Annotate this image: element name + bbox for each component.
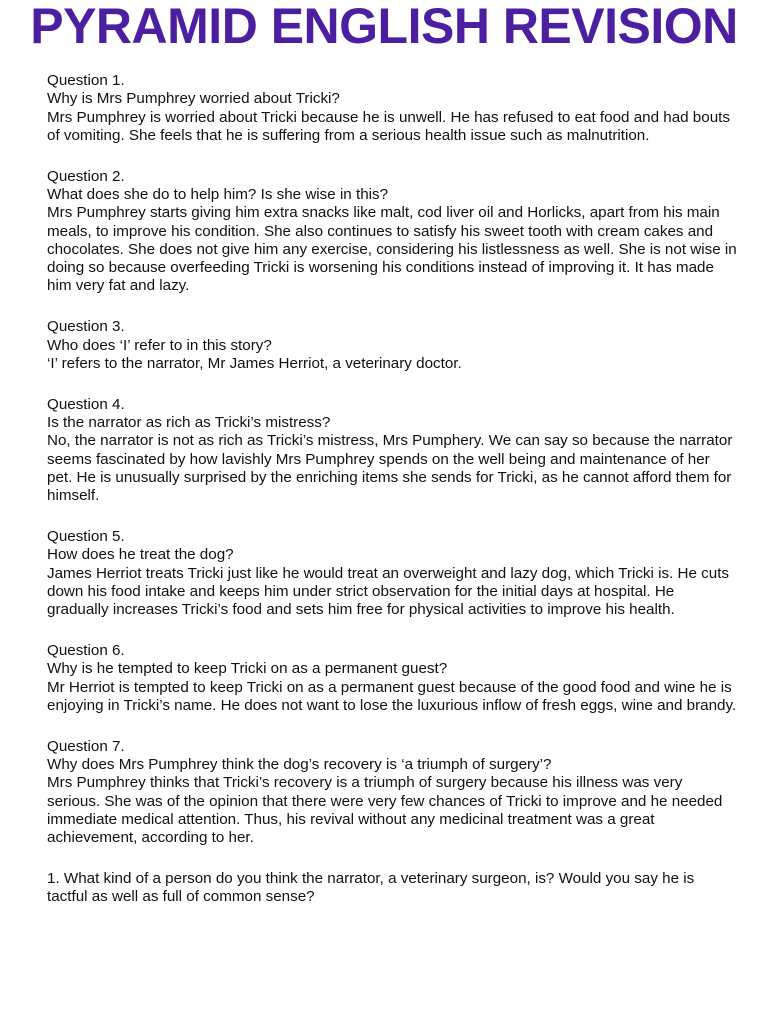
document-body bbox=[47, 72, 737, 906]
answer-text: Mrs Pumphrey starts giving him extra snacks like malt, cod liver oil and Horlicks, apart from his main meals, to improve his condition. She also continues to satisfy his sweet tooth with cream cakes and chocolates. She does not give him any exercise, considering his listlessness as well. She is not wise in doing so because overfeeding Tricki is worsening his conditions instead of improving it. It has made him very fat and lazy. bbox=[47, 204, 737, 295]
question-label: Question 3. bbox=[47, 318, 125, 336]
question-block bbox=[47, 168, 737, 296]
question-label: Question 7. bbox=[47, 737, 125, 755]
answer-text: Mrs Pumphrey is worried about Tricki because he is unwell. He has refused to eat food and had bouts of vomiting. She feels that he is suffering from a serious health issue such as malnutrition. bbox=[47, 108, 730, 144]
question-text: Is the narrator as rich as Tricki’s mistress? bbox=[47, 413, 331, 431]
question-block bbox=[47, 738, 737, 848]
extra-question-text: 1. What kind of a person do you think the narrator, a veterinary surgeon, is? Would you say he is tactful as well as full of common sense? bbox=[47, 869, 695, 906]
answer-text: ‘I’ refers to the narrator, Mr James Herriot, a veterinary doctor. bbox=[47, 354, 462, 372]
answer-text: James Herriot treats Tricki just like he would treat an overweight and lazy dog, which Tricki is. He cuts down his food intake and keeps him under strict observation for the initial days at hospital. He gradually increases Tricki’s food and sets him free for physical activities to improve his health. bbox=[47, 564, 730, 619]
page-title: PYRAMID ENGLISH REVISION bbox=[30, 0, 738, 54]
question-block bbox=[47, 72, 737, 145]
question-text: What does she do to help him? Is she wise in this? bbox=[47, 185, 389, 203]
question-text: How does he treat the dog? bbox=[47, 546, 234, 564]
answer-text: No, the narrator is not as rich as Tricki’s mistress, Mrs Pumphery. We can say so because the narrator seems fascinated by how lavishly Mrs Pumphrey spends on the well being and maintenance of her pet. He is unusually surprised by the enriching items she sends for Tricki, as he cannot afford them for himself. bbox=[47, 432, 733, 505]
question-label: Question 6. bbox=[47, 641, 125, 659]
question-block bbox=[47, 528, 737, 619]
question-label: Question 1. bbox=[47, 72, 125, 89]
answer-text: Mrs Pumphrey thinks that Tricki’s recovery is a triumph of surgery because his illness was very serious. She was of the opinion that there were very few chances of Tricki to improve and he needed immediate medical attention. Thus, his revival without any medicinal treatment was a great achievement, according to her. bbox=[47, 774, 723, 847]
question-block bbox=[47, 642, 737, 715]
question-block bbox=[47, 396, 737, 506]
question-block bbox=[47, 318, 737, 373]
answer-text: Mr Herriot is tempted to keep Tricki on as a permanent guest because of the good food and wine he is enjoying in Tricki’s name. He does not want to lose the luxurious inflow of fresh eggs, wine and brandy. bbox=[47, 678, 737, 714]
question-label: Question 2. bbox=[47, 167, 125, 185]
question-label: Question 4. bbox=[47, 395, 125, 413]
question-text: Who does ‘I’ refer to in this story? bbox=[47, 336, 272, 354]
extra-question-block bbox=[47, 870, 737, 907]
question-text: Why is he tempted to keep Tricki on as a permanent guest? bbox=[47, 660, 448, 678]
question-label: Question 5. bbox=[47, 527, 125, 545]
question-text: Why does Mrs Pumphrey think the dog’s recovery is ‘a triumph of surgery’? bbox=[47, 755, 552, 773]
question-text: Why is Mrs Pumphrey worried about Tricki? bbox=[47, 90, 340, 108]
